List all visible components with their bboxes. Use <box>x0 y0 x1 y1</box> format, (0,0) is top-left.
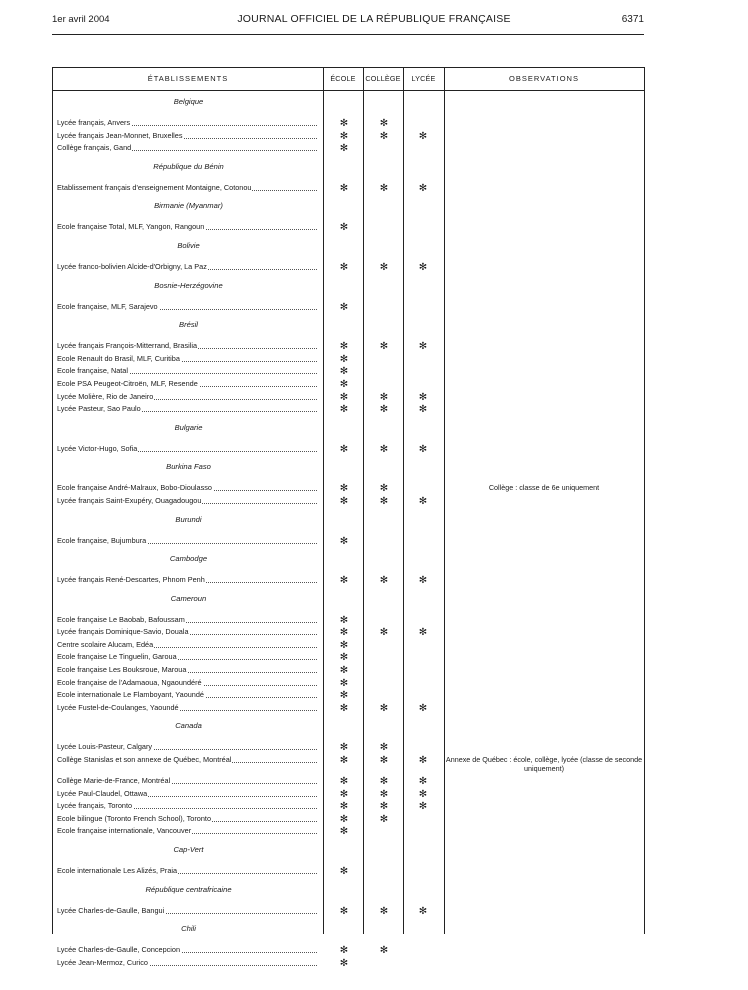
college-mark: ✻ <box>379 261 389 273</box>
lycee-mark: ✻ <box>418 391 428 403</box>
establishment-name <box>57 775 319 787</box>
lycee-mark: ✻ <box>418 341 428 353</box>
college-mark: ✻ <box>379 742 389 754</box>
establishment-name <box>57 788 319 800</box>
establishment-name <box>57 865 319 877</box>
ecole-mark: ✻ <box>339 665 349 677</box>
college-mark: ✻ <box>379 945 389 957</box>
ecole-mark: ✻ <box>339 639 349 651</box>
observation-note: Collège : classe de 6e uniquement <box>488 483 600 493</box>
table-row <box>53 117 644 130</box>
college-mark: ✻ <box>379 495 389 507</box>
ecole-mark: ✻ <box>339 404 349 416</box>
lycee-mark: ✻ <box>418 182 428 194</box>
establishment-name-text: Lycée Jean-Mermoz, Curico <box>57 957 148 967</box>
country-heading: Brésil <box>179 320 198 330</box>
establishment-name-text: Ecole PSA Peugeot-Citroën, MLF, Resende <box>57 378 198 388</box>
ecole-mark: ✻ <box>339 575 349 587</box>
college-mark: ✻ <box>379 702 389 714</box>
country-heading: Chili <box>181 924 196 934</box>
establishment-name-text: Collège français, Gand <box>57 143 132 153</box>
establishment-name <box>57 365 319 377</box>
college-mark: ✻ <box>379 443 389 455</box>
establishment-name <box>57 391 319 403</box>
country-heading: République centrafricaine <box>145 884 232 894</box>
establishment-name-text: Collège Marie-de-France, Montréal <box>57 776 171 786</box>
table-row <box>53 957 644 970</box>
lycee-mark: ✻ <box>418 443 428 455</box>
establishment-name <box>57 535 319 547</box>
establishment-name-text: Lycée français Dominique-Savio, Douala <box>57 627 189 637</box>
establishment-name-text: Lycée Paul-Claudel, Ottawa <box>57 788 148 798</box>
table-row <box>53 775 644 788</box>
ecole-mark: ✻ <box>339 813 349 825</box>
table-row <box>53 800 644 813</box>
table-row <box>53 443 644 456</box>
establishment-name-text: Ecole française, Natal <box>57 366 128 376</box>
ecole-mark: ✻ <box>339 652 349 664</box>
establishment-name-text: Lycée Charles-de-Gaulle, Concepcion <box>57 945 181 955</box>
establishment-name-text: Lycée Pasteur, Sao Paulo <box>57 404 141 414</box>
ecole-mark: ✻ <box>339 483 349 495</box>
ecole-mark: ✻ <box>339 742 349 754</box>
establishment-name <box>57 378 319 390</box>
establishment-name-text: Ecole internationale Le Flamboyant, Yaoundé <box>57 690 204 700</box>
establishment-name <box>57 182 319 194</box>
college-mark: ✻ <box>379 483 389 495</box>
establishment-name <box>57 614 319 626</box>
establishment-name <box>57 443 319 455</box>
establishment-name <box>57 574 319 586</box>
lycee-mark: ✻ <box>418 261 428 273</box>
establishment-name <box>57 813 319 825</box>
ecole-mark: ✻ <box>339 788 349 800</box>
table-row <box>53 353 644 366</box>
header-rule <box>52 34 644 35</box>
lycee-mark: ✻ <box>418 495 428 507</box>
lycee-mark: ✻ <box>418 702 428 714</box>
table-row <box>53 403 644 416</box>
ecole-mark: ✻ <box>339 627 349 639</box>
ecole-mark: ✻ <box>339 690 349 702</box>
establishment-name <box>57 905 319 917</box>
establishment-name-text: Ecole bilingue (Toronto French School), Toronto <box>57 813 211 823</box>
table-row <box>53 626 644 639</box>
lycee-mark: ✻ <box>418 130 428 142</box>
establishment-name-text: Ecole française, MLF, Sarajevo <box>57 301 158 311</box>
establishment-name-text: Ecole internationale Les Alizés, Praia <box>57 866 178 875</box>
ecole-mark: ✻ <box>339 776 349 788</box>
table-row <box>53 574 644 587</box>
establishment-name-text: Lycée Charles-de-Gaulle, Bangui <box>57 905 165 915</box>
ecole-mark: ✻ <box>339 366 349 378</box>
ecole-mark: ✻ <box>339 826 349 838</box>
table-row <box>53 813 644 826</box>
col-header-etablissements: ÉTABLISSEMENTS <box>147 74 229 83</box>
establishment-name-text: Ecole française André-Malraux, Bobo-Dioulasso <box>57 483 212 493</box>
country-heading: Birmanie (Myanmar) <box>154 201 223 211</box>
establishment-name-text: Lycée français, Toronto <box>57 801 133 811</box>
establishment-name-text: Ecole française Le Baobab, Bafoussam <box>57 614 185 624</box>
establishment-name-text: Etablissement français d'enseignement Montaigne, Cotonou <box>57 182 252 192</box>
country-heading: Bolivie <box>177 240 200 250</box>
establishment-name <box>57 301 319 313</box>
ecole-mark: ✻ <box>339 143 349 155</box>
establishment-name <box>57 117 319 129</box>
table-row <box>53 535 644 548</box>
establishment-name-text: Lycée Louis-Pasteur, Calgary <box>57 742 153 752</box>
establishment-name-text: Ecole française internationale, Vancouver <box>57 826 192 836</box>
table-row <box>53 614 644 627</box>
establishment-name <box>57 482 319 494</box>
establishment-name-text: Lycée Fustel-de-Coulanges, Yaoundé <box>57 702 179 712</box>
lycee-mark: ✻ <box>418 575 428 587</box>
college-mark: ✻ <box>379 813 389 825</box>
table-row <box>53 741 644 754</box>
ecole-mark: ✻ <box>339 130 349 142</box>
table-row <box>53 664 644 677</box>
ecole-mark: ✻ <box>339 755 349 767</box>
country-heading: Burkina Faso <box>166 462 211 472</box>
establishment-name-text: Ecole française de l'Adamaoua, Ngaoundéré <box>57 677 202 687</box>
table-row <box>53 825 644 838</box>
ecole-mark: ✻ <box>339 443 349 455</box>
college-mark: ✻ <box>379 801 389 813</box>
ecole-mark: ✻ <box>339 945 349 957</box>
table-row <box>53 702 644 715</box>
country-heading: Burundi <box>175 514 202 524</box>
table-row <box>53 391 644 404</box>
lycee-mark: ✻ <box>418 404 428 416</box>
establishment-name <box>57 957 319 969</box>
establishment-name-text: Lycée franco-bolivien Alcide-d'Orbigny, La Paz <box>57 261 207 271</box>
country-heading: Belgique <box>173 97 204 106</box>
establishment-name-text: Lycée français Saint-Exupéry, Ouagadougou <box>57 495 202 505</box>
establishment-name <box>57 142 319 154</box>
lycee-mark: ✻ <box>418 801 428 813</box>
college-mark: ✻ <box>379 755 389 767</box>
country-heading: République du Bénin <box>153 161 224 171</box>
college-mark: ✻ <box>379 118 389 129</box>
table-row <box>53 482 644 495</box>
table-row <box>53 495 644 508</box>
table-row <box>53 378 644 391</box>
college-mark: ✻ <box>379 341 389 353</box>
ecole-mark: ✻ <box>339 614 349 626</box>
college-mark: ✻ <box>379 391 389 403</box>
table-row <box>53 639 644 652</box>
establishment-name <box>57 754 319 766</box>
ecole-mark: ✻ <box>339 866 349 877</box>
establishment-name-text: Ecole française Total, MLF, Yangon, Rangoun <box>57 222 205 232</box>
establishment-name-text: Lycée français François-Mitterrand, Brasilia <box>57 341 198 351</box>
establishment-name <box>57 944 319 956</box>
country-heading: Bulgarie <box>174 422 203 432</box>
ecole-mark: ✻ <box>339 677 349 689</box>
college-mark: ✻ <box>379 905 389 917</box>
col-header-lycee: LYCÉE <box>411 74 436 83</box>
establishment-name-text: Lycée Molière, Rio de Janeiro <box>57 391 154 401</box>
table-row <box>53 221 644 234</box>
establishment-name <box>57 689 319 701</box>
establishment-name-text: Lycée français René-Descartes, Phnom Penh <box>57 575 205 585</box>
establishment-name <box>57 825 319 837</box>
ecole-mark: ✻ <box>339 182 349 194</box>
establishment-name <box>57 495 319 507</box>
establishment-name <box>57 702 319 714</box>
ecole-mark: ✻ <box>339 378 349 390</box>
establishment-name <box>57 403 319 415</box>
table-row <box>53 754 644 775</box>
col-header-ecole: ÉCOLE <box>330 74 356 83</box>
establishment-name-text: Collège Stanislas et son annexe de Québec, Montréal <box>57 755 232 765</box>
ecole-mark: ✻ <box>339 957 349 969</box>
college-mark: ✻ <box>379 575 389 587</box>
ecole-mark: ✻ <box>339 801 349 813</box>
establishment-name-text: Ecole française, Bujumbura <box>57 535 147 545</box>
establishment-name <box>57 651 319 663</box>
establishments-table <box>52 67 645 969</box>
college-mark: ✻ <box>379 627 389 639</box>
establishment-name <box>57 221 319 233</box>
ecole-mark: ✻ <box>339 222 349 234</box>
table-row <box>53 865 644 878</box>
establishment-name <box>57 664 319 676</box>
lycee-mark: ✻ <box>418 905 428 917</box>
col-header-observations: OBSERVATIONS <box>509 74 579 83</box>
country-heading: Cameroun <box>170 593 207 603</box>
table-row <box>53 340 644 353</box>
table-row <box>53 677 644 690</box>
establishment-name <box>57 353 319 365</box>
establishment-name <box>57 741 319 753</box>
ecole-mark: ✻ <box>339 118 349 129</box>
college-mark: ✻ <box>379 788 389 800</box>
table-row <box>53 788 644 801</box>
lycee-mark: ✻ <box>418 788 428 800</box>
table-row <box>53 142 644 155</box>
lycee-mark: ✻ <box>418 755 428 767</box>
establishment-name-text: Lycée Victor-Hugo, Sofia <box>57 443 138 453</box>
table-row <box>53 689 644 702</box>
country-heading: Cap-Vert <box>173 845 204 854</box>
lycee-mark: ✻ <box>418 776 428 788</box>
establishment-name-text: Lycée français, Anvers <box>57 118 131 127</box>
college-mark: ✻ <box>379 182 389 194</box>
ecole-mark: ✻ <box>339 391 349 403</box>
establishment-name-text: Ecole Renault do Brasil, MLF, Curitiba <box>57 353 180 363</box>
table-row <box>53 182 644 195</box>
establishment-name-text: Lycée français Jean-Monnet, Bruxelles <box>57 130 183 140</box>
observation-note: Annexe de Québec : école, collège, lycée (classe de seconde uniquement) <box>445 755 643 774</box>
table-body <box>53 90 644 969</box>
table-row <box>53 130 644 143</box>
college-mark: ✻ <box>379 404 389 416</box>
college-mark: ✻ <box>379 130 389 142</box>
establishment-name-text: Ecole française Les Bouksroue, Maroua <box>57 665 187 675</box>
country-heading: Bosnie-Herzégovine <box>154 280 223 290</box>
table-row <box>53 905 644 918</box>
establishment-name <box>57 130 319 142</box>
establishment-name-text: Ecole française Le Tinguelin, Garoua <box>57 652 177 662</box>
college-mark: ✻ <box>379 776 389 788</box>
col-header-college: COLLÈGE <box>365 74 401 83</box>
ecole-mark: ✻ <box>339 535 349 547</box>
ecole-mark: ✻ <box>339 495 349 507</box>
establishment-name <box>57 340 319 352</box>
ecole-mark: ✻ <box>339 905 349 917</box>
issue-date: 1er avril 2004 <box>52 14 110 25</box>
establishment-name <box>57 639 319 651</box>
table-row <box>53 944 644 957</box>
ecole-mark: ✻ <box>339 301 349 313</box>
journal-title: JOURNAL OFFICIEL DE LA RÉPUBLIQUE FRANÇAISE <box>237 13 511 25</box>
table-row <box>53 301 644 314</box>
country-heading: Cambodge <box>169 554 208 564</box>
ecole-mark: ✻ <box>339 261 349 273</box>
table-row <box>53 261 644 274</box>
table-row <box>53 365 644 378</box>
page-number: 6371 <box>621 14 644 25</box>
ecole-mark: ✻ <box>339 341 349 353</box>
country-heading: Canada <box>175 721 202 731</box>
establishment-name <box>57 626 319 638</box>
table-row <box>53 651 644 664</box>
ecole-mark: ✻ <box>339 353 349 365</box>
ecole-mark: ✻ <box>339 702 349 714</box>
establishment-name <box>57 800 319 812</box>
establishment-name <box>57 261 319 273</box>
establishment-name-text: Centre scolaire Alucam, Edéa <box>57 639 154 649</box>
lycee-mark: ✻ <box>418 627 428 639</box>
establishment-name <box>57 677 319 689</box>
